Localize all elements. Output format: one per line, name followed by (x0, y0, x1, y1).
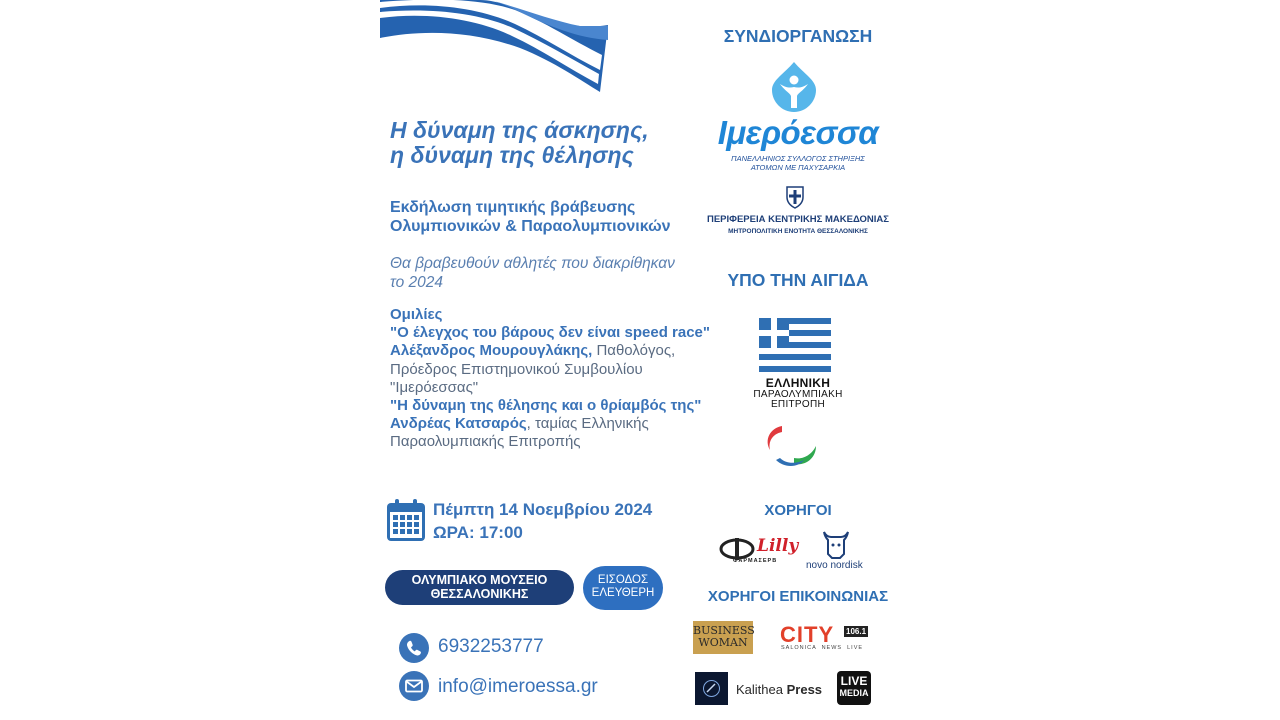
city-radio-logo (780, 624, 870, 654)
talk-2-title: "Η δύναμη της θέλησης και ο θρίαμβός της" (390, 397, 702, 415)
business-woman-line-2: WOMAN (698, 636, 748, 649)
business-woman-line-1: BUSINESS (693, 624, 755, 637)
city-frequency: 106.1 (846, 627, 867, 636)
event-time: ΩΡΑ: 17:00 (433, 523, 523, 542)
talk-1-role: Παθολόγος, Πρόεδρος Επιστημονικού Συμβουλίου "Ιμερόεσσας" (390, 342, 676, 396)
imeroessa-tagline (698, 154, 898, 172)
hpc-line-3: ΕΠΙΤΡΟΠΗ (770, 399, 826, 410)
lilly-logo (719, 536, 799, 566)
talks-heading: Ομιλίες (390, 306, 443, 323)
wave-decoration (380, 0, 615, 95)
talk-1-title: "Ο έλεγχος του βάρους δεν είναι speed race" (390, 324, 711, 342)
lilly-wordmark: Lilly (757, 536, 799, 556)
awarded-note (390, 254, 675, 292)
paralympic-agitos-icon (760, 420, 830, 472)
coorganization-heading: ΣΥΝΔΙΟΡΓΑΝΩΣΗ (723, 26, 873, 46)
phone-number[interactable]: 6932253777 (438, 636, 544, 657)
media-sponsors-heading: ΧΟΡΗΓΟΙ ΕΠΙΚΟΙΝΩΝΙΑΣ (707, 588, 889, 605)
kalithea-word: Kalithea (736, 682, 783, 697)
awarded-line-2: το 2024 (390, 274, 443, 291)
region-name: ΠΕΡΙΦΕΡΕΙΑ ΚΕΝΤΡΙΚΗΣ ΜΑΚΕΔΟΝΙΑΣ (706, 214, 889, 225)
imeroessa-name: Ιμερόεσσα (717, 114, 879, 151)
greek-flag-icon (759, 318, 831, 372)
media-word: MEDIA (839, 688, 869, 698)
free-entry-badge (583, 566, 663, 610)
event-description (390, 198, 671, 236)
imeroessa-tagline-2: ΑΤΟΜΩΝ ΜΕ ΠΑΧΥΣΑΡΚΙΑ (750, 163, 846, 172)
email-address[interactable]: info@imeroessa.gr (438, 676, 598, 697)
live-word: LIVE (840, 674, 868, 688)
entry-line-2: ΕΛΕΥΘΕΡΗ (591, 587, 655, 599)
venue-badge (385, 570, 574, 605)
hpc-line-2: ΠΑΡΑΟΛΥΜΠΙΑΚΗ (753, 389, 843, 400)
talk-2-speaker: Ανδρέας Κατσαρός (390, 415, 527, 433)
event-date: Πέμπτη 14 Νοεμβρίου 2024 (433, 500, 653, 519)
event-line-1: Εκδήλωση τιμητικής βράβευσης (390, 199, 636, 216)
phone-icon (399, 633, 429, 663)
poster-title (390, 118, 649, 168)
aegis-heading: ΥΠΟ ΤΗΝ ΑΙΓΙΔΑ (727, 270, 869, 290)
kalithea-press-wordmark (736, 682, 822, 697)
region-subtitle: ΜΗΤΡΟΠΟΛΙΤΙΚΗ ΕΝΟΤΗΤΑ ΘΕΣΣΑΛΟΝΙΚΗΣ (728, 228, 868, 235)
event-poster (380, 0, 900, 720)
lilly-subtitle: ΦΑΡΜΑΣΕΡΒ (733, 558, 778, 564)
sponsors-heading: ΧΟΡΗΓΟΙ (764, 502, 832, 519)
kalithea-logo-icon (695, 672, 728, 705)
talk-1-speaker: Αλέξανδρος Μουρουγλάκης, (390, 342, 593, 360)
entry-line-1: ΕΙΣΟΔΟΣ (597, 574, 649, 586)
novo-nordisk-wordmark: novo nordisk (806, 560, 863, 571)
press-word: Press (786, 682, 823, 697)
hpc-text (698, 377, 898, 410)
talks-section (390, 306, 720, 452)
imeroessa-logo-icon (770, 60, 818, 114)
live-media-logo (837, 671, 871, 705)
awarded-line-1: Θα βραβευθούν αθλητές που διακρίθηκαν (390, 255, 675, 272)
hpc-line-1: ΕΛΛΗΝΙΚΗ (765, 376, 831, 390)
event-schedule (433, 498, 652, 544)
pharmaserv-mark-icon (719, 538, 755, 560)
venue-line-1: ΟΛΥΜΠΙΑΚΟ ΜΟΥΣΕΙΟ (411, 573, 548, 587)
greek-emblem-icon (783, 185, 807, 209)
venue-line-2: ΘΕΣΣΑΛΟΝΙΚΗΣ (430, 587, 529, 601)
business-woman-logo (693, 621, 753, 654)
novo-nordisk-bull-icon (820, 528, 852, 560)
city-subtitle: SALONICA NEWS LIVE (781, 645, 864, 651)
title-line-1: Η δύναμη της άσκησης, (390, 117, 649, 143)
city-wordmark: CITY (780, 622, 835, 647)
calendar-icon (386, 498, 426, 542)
event-line-2: Ολυμπιονικών & Παραολυμπιονικών (390, 218, 671, 235)
email-icon (399, 671, 429, 701)
imeroessa-tagline-1: ΠΑΝΕΛΛΗΝΙΟΣ ΣΥΛΛΟΓΟΣ ΣΤΗΡΙΞΗΣ (731, 154, 865, 163)
title-line-2: η δύναμη της θέλησης (390, 142, 634, 168)
talk-2-role: , ταμίας Ελληνικής Παραολυμπιακής Επιτροπής (390, 415, 649, 451)
